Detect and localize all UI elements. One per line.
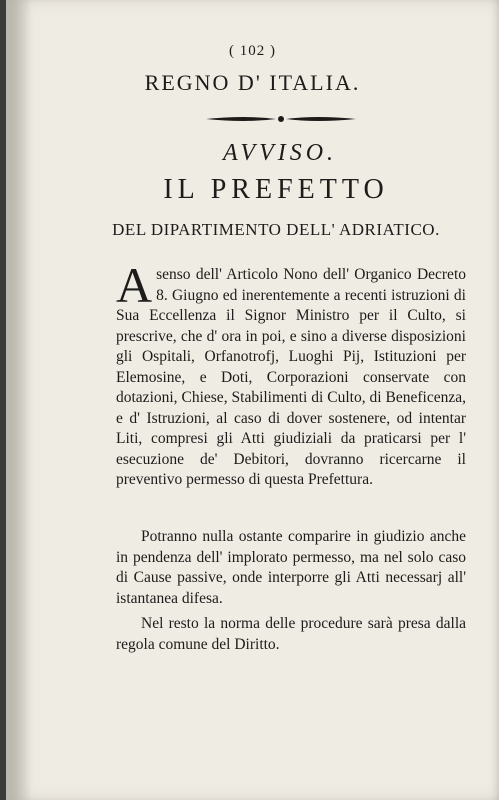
page-number: ( 102 ) <box>229 43 276 59</box>
ornament-rule <box>206 114 356 124</box>
notice-label: AVVISO. <box>222 140 338 166</box>
drop-cap: A <box>116 257 153 313</box>
paragraph-3: Nel resto la norma delle procedure sarà presa dalla regola comune del Diritto. <box>116 615 466 653</box>
paragraph-1-text: senso dell' Articolo Nono dell' Organico Decreto 8. Giugno ed inerentemente a recenti istruzioni di Sua Eccellenza il Signor Ministro per il Culto, si prescrive, che d' ora in poi, e sino a diverse disposizioni gli Ospitali, Orfanotrofj, Luoghi Pij, Istituzioni per Elemosine, e Doti, Corporazioni conservate con dotazioni, Chiese, Stabilimenti di Culto, di Beneficenza, e d' Istruzioni, al caso di dover sostenere, od intentar Liti, compresi gli Atti giudiziali da praticarsi per l' esecuzione de' Debitori, dovranno ricercarne il preventivo permesso di questa Prefettura. <box>116 266 466 488</box>
kingdom-heading: REGNO D' ITALIA. <box>144 70 361 95</box>
notice-title: IL PREFETTO <box>163 174 389 205</box>
notice-subtitle: DEL DIPARTIMENTO DELL' ADRIATICO. <box>112 220 440 239</box>
paragraph-1 <box>116 257 466 491</box>
document-page <box>6 0 499 800</box>
paragraph-2: Potranno nulla ostante comparire in giudizio anche in pendenza dell' implorato permesso, ma nel solo caso di Cause passive, onde interporre gli Atti necessarj all' istantanea difesa. <box>116 528 466 607</box>
